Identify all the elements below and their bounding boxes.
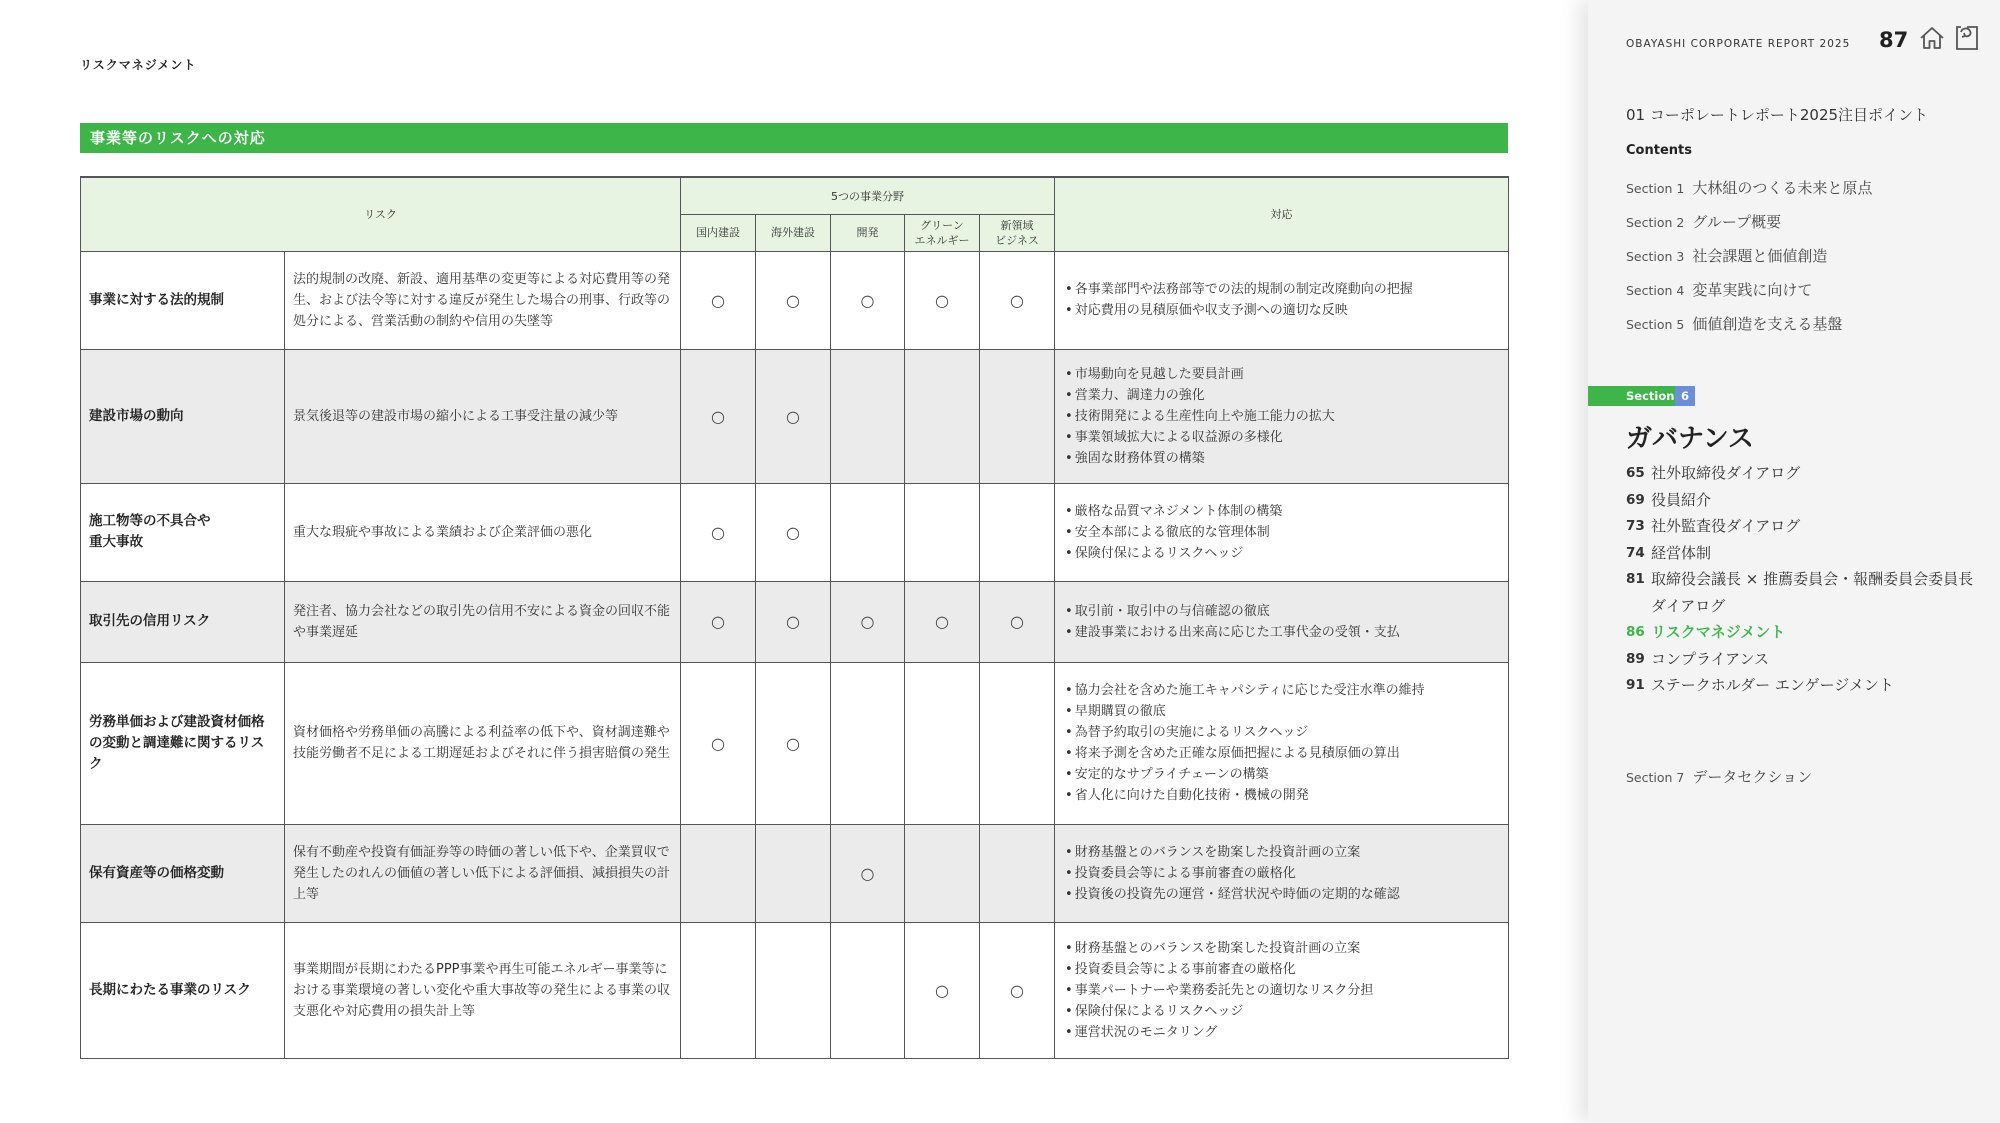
domain-mark (980, 824, 1055, 922)
circle-mark-icon: ○ (711, 406, 725, 426)
domain-mark (681, 349, 756, 483)
response-item: • 技術開発による生産性向上や施工能力の拡大 (1065, 406, 1500, 427)
risk-name: 施工物等の不具合や 重大事故 (81, 483, 285, 581)
domain-mark (831, 662, 905, 824)
risk-responses (1055, 483, 1509, 581)
domain-mark (681, 922, 756, 1058)
domain-mark (831, 483, 905, 581)
response-item: • 投資委員会等による事前審査の厳格化 (1065, 959, 1500, 980)
section-number: Section 4 (1626, 283, 1685, 298)
response-item: • 事業パートナーや業務委託先との適切なリスク分担 (1065, 980, 1500, 1001)
page-number: 87 (1879, 28, 1909, 52)
toc-page-number: 86 (1626, 624, 1645, 640)
domain-mark (831, 251, 905, 349)
risk-row (81, 922, 1509, 1058)
back-icon[interactable] (1954, 24, 1980, 52)
domain-mark (681, 824, 756, 922)
toc-page-number: 91 (1626, 677, 1645, 693)
sidebar-nav (1588, 0, 2000, 1123)
section-number: Section 7 (1626, 770, 1685, 785)
domain-mark (980, 581, 1055, 662)
toc-item-title: 取締役会議長 × 推薦委員会・報酬委員会委員長ダイアログ (1651, 570, 1974, 615)
domain-mark (831, 581, 905, 662)
response-item: • 協力会社を含めた施工キャパシティに応じた受注水準の維持 (1065, 680, 1500, 701)
domain-mark (905, 581, 980, 662)
toc-page-number: 89 (1626, 650, 1645, 667)
toc-governance-item[interactable] (1626, 460, 1986, 487)
response-item: • 営業力、調達力の強化 (1065, 385, 1500, 406)
risk-name: 建設市場の動向 (81, 349, 285, 483)
risk-responses (1055, 581, 1509, 662)
risk-responses (1055, 824, 1509, 922)
response-item: • 各事業部門や法務部等での法的規制の制定改廃動向の把握 (1065, 279, 1500, 300)
toc-item-title: 社外監査役ダイアログ (1651, 517, 1801, 535)
toc-item-title: 社外取締役ダイアログ (1651, 464, 1801, 482)
section-title: 価値創造を支える基盤 (1692, 315, 1843, 333)
toc-section-1[interactable] (1626, 177, 1872, 211)
circle-mark-icon: ○ (1010, 290, 1024, 310)
risk-responses (1055, 922, 1509, 1058)
toc-governance-item[interactable] (1626, 540, 1986, 567)
toc-page-number: 69 (1626, 491, 1645, 508)
circle-mark-icon: ○ (860, 290, 875, 310)
domain-mark (756, 483, 831, 581)
risk-responses (1055, 251, 1509, 349)
domain-header: 新領域 ビジネス (980, 214, 1055, 251)
domain-mark (681, 483, 756, 581)
risk-name: 事業に対する法的規制 (81, 251, 285, 349)
domain-mark (756, 824, 831, 922)
domain-mark (905, 251, 980, 349)
section-number: Section 3 (1626, 249, 1685, 264)
risk-row (81, 251, 1509, 349)
contents-heading: Contents (1626, 143, 1692, 158)
risk-name: 長期にわたる事業のリスク (81, 922, 285, 1058)
governance-list (1626, 460, 1986, 699)
risk-description: 事業期間が長期にわたるPPP事業や再生可能エネルギー事業等における事業環境の著しい変化や重大事故等の発生による事業の収支悪化や対応費用の損失計上等 (285, 922, 681, 1058)
response-item: • 対応費用の見積原価や収支予測への適切な反映 (1065, 300, 1500, 321)
risk-name: 保有資産等の価格変動 (81, 824, 285, 922)
circle-mark-icon: ○ (711, 290, 725, 310)
domain-mark (681, 662, 756, 824)
response-item: • 事業領域拡大による収益源の多様化 (1065, 427, 1500, 448)
circle-mark-icon: ○ (786, 733, 800, 753)
domain-mark (831, 922, 905, 1058)
domain-mark (905, 483, 980, 581)
toc-section-7[interactable] (1626, 766, 1812, 787)
circle-mark-icon: ○ (711, 733, 725, 753)
toc-section-5[interactable] (1626, 313, 1872, 347)
domain-header: 海外建設 (756, 214, 831, 251)
risk-description: 発注者、協力会社などの取引先の信用不安による資金の回収不能や事業遅延 (285, 581, 681, 662)
risk-description: 保有不動産や投資有価証券等の時価の著しい低下や、企業買収で発生したのれんの価値の著しい低下による評価損、減損損失の計上等 (285, 824, 681, 922)
circle-mark-icon: ○ (1010, 612, 1024, 631)
domain-header: 国内建設 (681, 214, 756, 251)
toc-governance-item[interactable] (1626, 672, 1986, 699)
response-item: • 財務基盤とのバランスを勘案した投資計画の立案 (1065, 938, 1500, 959)
section-title: グループ概要 (1692, 213, 1782, 231)
response-item: • 財務基盤とのバランスを勘案した投資計画の立案 (1065, 842, 1500, 863)
response-header: 対応 (1055, 177, 1509, 251)
response-item: • 投資委員会等による事前審査の厳格化 (1065, 863, 1500, 884)
domain-mark (980, 483, 1055, 581)
domain-mark (980, 349, 1055, 483)
domain-mark (681, 251, 756, 349)
response-item: • 保険付保によるリスクヘッジ (1065, 543, 1500, 564)
response-item: • 取引前・取引中の与信確認の徹底 (1065, 601, 1500, 622)
toc-governance-item[interactable] (1626, 619, 1986, 646)
toc-governance-item[interactable] (1626, 487, 1986, 514)
risk-table (80, 176, 1509, 1059)
section-number: Section 2 (1626, 215, 1685, 230)
toc-page-number: 73 (1626, 518, 1645, 534)
circle-mark-icon: ○ (711, 522, 725, 542)
circle-mark-icon: ○ (786, 612, 800, 631)
section-title: データセクション (1692, 768, 1813, 786)
section-title: 社会課題と価値創造 (1692, 247, 1828, 265)
domain-mark (831, 824, 905, 922)
section-title: 大林組のつくる未来と原点 (1692, 179, 1873, 197)
circle-mark-icon: ○ (935, 612, 949, 631)
domain-mark (980, 251, 1055, 349)
toc-item-title: 役員紹介 (1651, 490, 1712, 509)
domain-mark (756, 251, 831, 349)
risk-name: 労務単価および建設資材価格の変動と調達難に関するリスク (81, 662, 285, 824)
domain-mark (756, 662, 831, 824)
domain-mark (980, 922, 1055, 1058)
toc-governance-item[interactable] (1626, 646, 1986, 673)
domain-mark (756, 581, 831, 662)
domain-mark (905, 824, 980, 922)
risk-name: 取引先の信用リスク (81, 581, 285, 662)
domain-mark (905, 349, 980, 483)
response-item: • 運営状況のモニタリング (1065, 1022, 1500, 1043)
domain-mark (831, 349, 905, 483)
circle-mark-icon: ○ (786, 406, 800, 426)
toc-item-title: 経営体制 (1651, 543, 1712, 562)
toc-governance-item[interactable] (1626, 566, 1986, 619)
risk-row (81, 662, 1509, 824)
risk-row (81, 483, 1509, 581)
circle-mark-icon: ○ (1010, 980, 1024, 1000)
section-number: Section 5 (1626, 317, 1685, 332)
section-number: Section 1 (1626, 181, 1685, 196)
circle-mark-icon: ○ (860, 612, 875, 631)
toc-page-number: 65 (1626, 465, 1645, 481)
circle-mark-icon: ○ (935, 980, 949, 1000)
domain-mark (905, 922, 980, 1058)
response-item: • 為替予約取引の実施によるリスクヘッジ (1065, 722, 1500, 743)
response-item: • 安全本部による徹底的な管理体制 (1065, 522, 1500, 543)
response-item: • 早期購買の徹底 (1065, 701, 1500, 722)
response-item: • 強固な財務体質の構築 (1065, 448, 1500, 469)
section-title: 変革実践に向けて (1692, 281, 1813, 299)
circle-mark-icon: ○ (935, 290, 949, 310)
response-item: • 安定的なサプライチェーンの構築 (1065, 764, 1500, 785)
current-section-badge (1588, 386, 1695, 406)
circle-mark-icon: ○ (786, 522, 800, 542)
circle-mark-icon: ○ (786, 290, 800, 310)
risk-row (81, 581, 1509, 662)
response-item: • 保険付保によるリスクヘッジ (1065, 1001, 1500, 1022)
domain-header: 開発 (831, 214, 905, 251)
toc-page-number: 81 (1626, 571, 1645, 587)
section-heading: 事業等のリスクへの対応 (80, 123, 1508, 153)
domain-mark (905, 662, 980, 824)
section-label: リスクマネジメント (80, 58, 197, 72)
domain-mark (980, 662, 1055, 824)
domain-mark (756, 349, 831, 483)
report-title: OBAYASHI CORPORATE REPORT 2025 (1626, 38, 1851, 50)
current-section-title: ガバナンス (1626, 424, 1754, 454)
home-icon[interactable] (1918, 24, 1946, 52)
response-item: • 将来予測を含めた正確な原価把握による見積原価の算出 (1065, 743, 1500, 764)
toc-section-3[interactable] (1626, 245, 1872, 279)
risk-row (81, 349, 1509, 483)
toc-item-title: コンプライアンス (1651, 649, 1770, 668)
section-badge-number: 6 (1675, 386, 1695, 406)
response-item: • 省人化に向けた自動化技術・機械の開発 (1065, 785, 1500, 806)
toc-item-title: ステークホルダー エンゲージメント (1651, 676, 1894, 694)
circle-mark-icon: ○ (711, 612, 725, 631)
risk-header: リスク (81, 177, 681, 251)
toc-item-title: リスクマネジメント (1651, 623, 1786, 641)
risk-description: 法的規制の改廃、新設、適用基準の変更等による対応費用等の発生、および法令等に対する違反が発生した場合の刑事、行政等の処分による、営業活動の制約や信用の失墜等 (285, 251, 681, 349)
risk-responses (1055, 662, 1509, 824)
response-item: • 投資後の投資先の運営・経営状況や時価の定期的な確認 (1065, 884, 1500, 905)
toc-page-number: 74 (1626, 544, 1645, 561)
risk-row (81, 824, 1509, 922)
risk-responses (1055, 349, 1509, 483)
toc-section-2[interactable] (1626, 211, 1872, 245)
domain-mark (756, 922, 831, 1058)
circle-mark-icon: ○ (860, 863, 875, 883)
toc-featured-link[interactable]: 01 コーポレートレポート2025注目ポイント (1626, 106, 1929, 124)
risk-description: 資材価格や労務単価の高騰による利益率の低下や、資材調達難や技能労働者不足による工期遅延およびそれに伴う損害賠償の発生 (285, 662, 681, 824)
risk-description: 重大な瑕疵や事故による業績および企業評価の悪化 (285, 483, 681, 581)
toc-governance-item[interactable] (1626, 513, 1986, 540)
risk-description: 景気後退等の建設市場の縮小による工事受注量の減少等 (285, 349, 681, 483)
response-item: • 市場動向を見越した要員計画 (1065, 364, 1500, 385)
domain-header: グリーン エネルギー (905, 214, 980, 251)
domain-mark (681, 581, 756, 662)
response-item: • 建設事業における出来高に応じた工事代金の受領・支払 (1065, 622, 1500, 643)
section-badge-label: Section (1588, 386, 1675, 406)
response-item: • 厳格な品質マネジメント体制の構築 (1065, 501, 1500, 522)
section-list (1626, 177, 1872, 347)
toc-section-4[interactable] (1626, 279, 1872, 313)
business-group-header: 5つの事業分野 (681, 177, 1055, 214)
